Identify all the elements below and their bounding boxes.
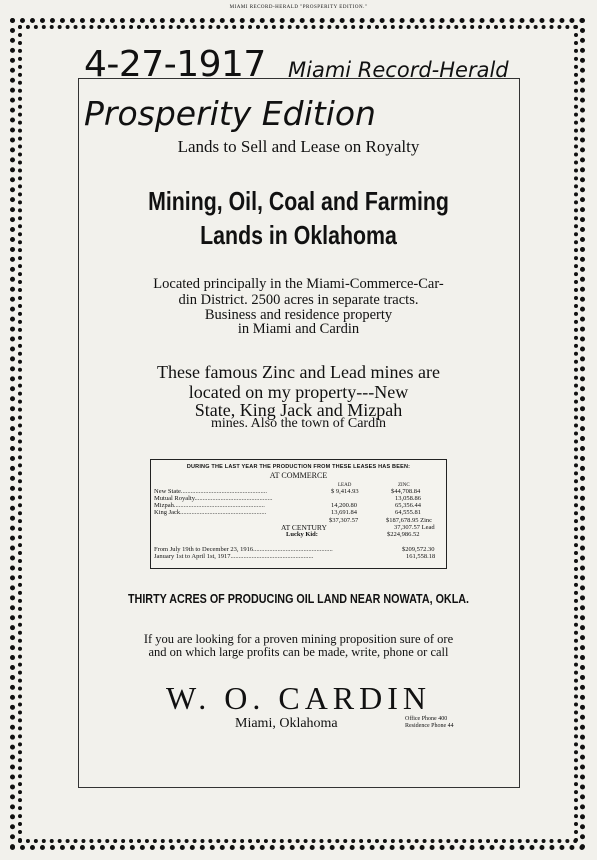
production-table [150, 459, 447, 569]
lucky-kid: Lucky Kid: [286, 531, 318, 538]
zinc-value: 64,555.81 [395, 509, 421, 516]
headline-2: Lands in Oklahoma [200, 220, 397, 250]
phone-block [405, 716, 454, 730]
period: From July 19th to December 23, 1916................................................. [154, 546, 333, 553]
location-para-line: in Miami and Cardin [237, 321, 360, 337]
lead-total: $37,307.57 [329, 517, 359, 524]
lead-value: $ 9,414.93 [331, 488, 359, 495]
overlay-publication: Miami Record-Herald [288, 58, 509, 82]
lead-header: LEAD [338, 483, 352, 488]
location-para-line: din District. 2500 acres in separate tracts. [178, 292, 419, 308]
lease-line: Lands to Sell and Lease on Royalty [177, 137, 420, 156]
period: January 1st to April 1st, 1917................................................... [154, 553, 314, 560]
zinc-value: 13,058.86 [395, 495, 421, 502]
advertiser-name: W. O. CARDIN [165, 680, 432, 716]
residence-phone: Residence Phone 44 [405, 723, 454, 729]
mines-line: These famous Zinc and Lead mines are [157, 362, 440, 382]
looking-line: and on which large profits can be made, write, phone or call [148, 645, 449, 659]
amount: $209,572.30 [402, 546, 435, 553]
zinc-value: 65,356.44 [395, 502, 421, 509]
lease-name: Mizpah........................................................ [154, 502, 265, 509]
overlay-date: 4-27-1917 [84, 44, 266, 85]
zinc-total: $187,678.95 Zinc [386, 517, 433, 524]
looking-line: If you are looking for a proven mining proposition sure of ore [143, 632, 454, 646]
lease-name: King Jack..................................................... [154, 509, 267, 516]
thirty-acres: THIRTY ACRES OF PRODUCING OIL LAND NEAR NOWATA, OKLA. [127, 592, 470, 606]
mines-line: located on my property---New [188, 382, 409, 402]
lease-name: New State..................................................... [154, 488, 268, 495]
lease-name: Mutual Royalty................................................ [154, 495, 273, 502]
location-para-line: Located principally in the Miami-Commerce-Car- [153, 276, 444, 292]
office-phone: Office Phone 400 [405, 716, 448, 722]
amount: 161,558.18 [406, 553, 436, 560]
overlay-edition: Prosperity Edition [84, 94, 376, 133]
commerce-heading: AT COMMERCE [269, 471, 328, 480]
lead-value: 14,200.80 [331, 502, 357, 509]
masthead: MIAMI RECORD-HERALD "PROSPERITY EDITION." [229, 5, 368, 10]
mines-line: State, King Jack and Mizpah [194, 400, 403, 420]
mines-line: mines. Also the town of Cardin [211, 416, 386, 431]
lead-carry: 37,307.57 Lead [394, 524, 435, 531]
location-para-line: Business and residence property [204, 307, 393, 323]
century-heading: AT CENTURY [281, 523, 327, 532]
zinc-header: ZINC [398, 483, 410, 488]
advertiser-location: Miami, Oklahoma [235, 716, 338, 731]
lead-value: 13,691.84 [331, 509, 357, 516]
production-title: DURING THE LAST YEAR THE PRODUCTION FROM THESE LEASES HAS BEEN: [186, 464, 411, 470]
zinc-value: $44,708.84 [391, 488, 421, 495]
headline-1: Mining, Oil, Coal and Farming [148, 186, 449, 216]
grand-total: $224,986.52 [387, 531, 420, 538]
